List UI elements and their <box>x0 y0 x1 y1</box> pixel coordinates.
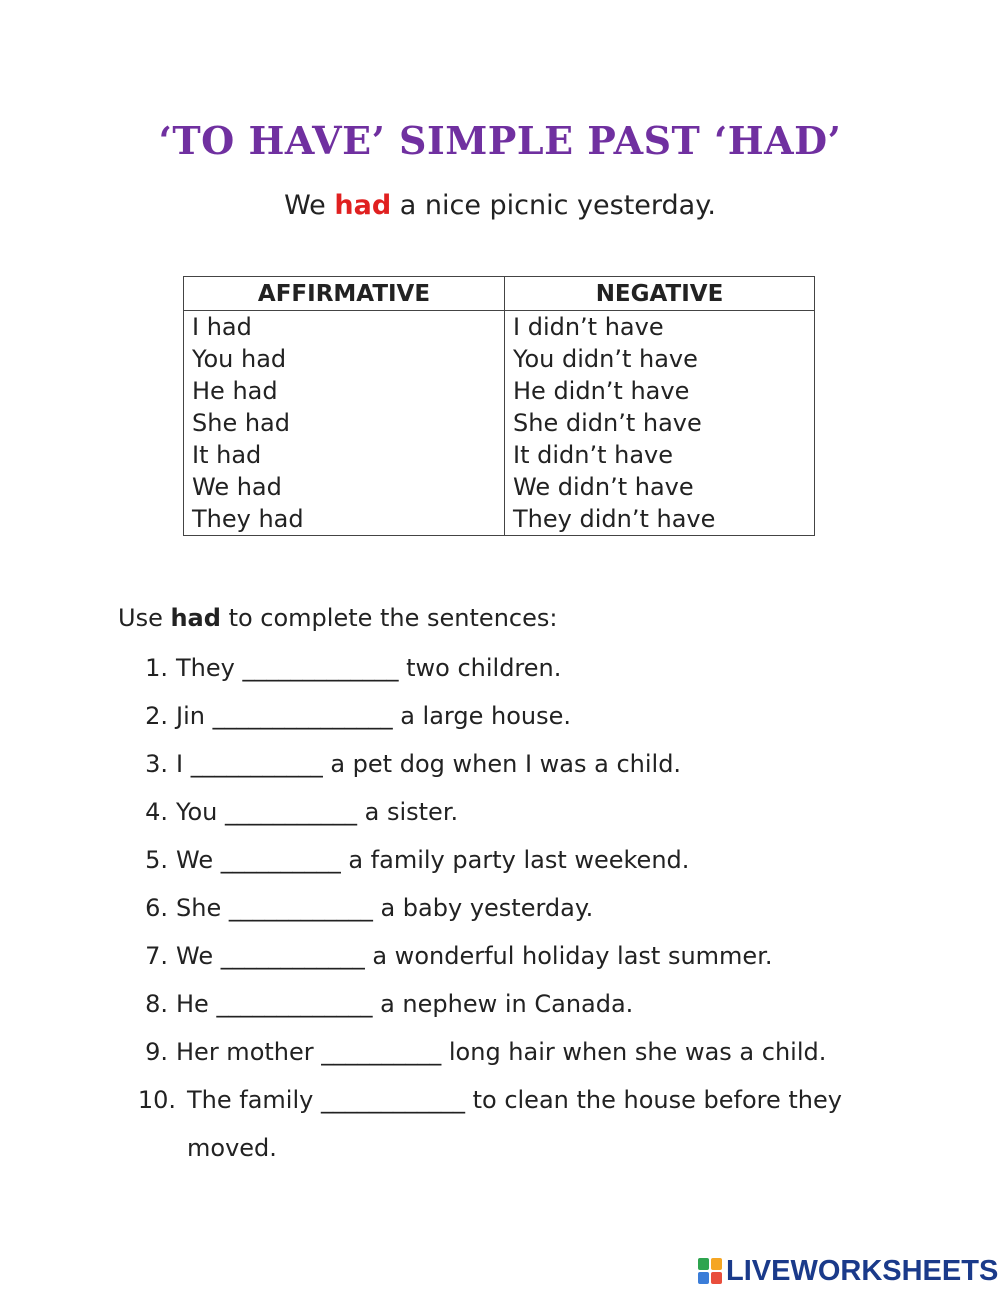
logo-square <box>711 1258 722 1270</box>
exercise-number: 8. <box>145 990 168 1018</box>
exercise-text: Jin _______________ a large house. <box>176 702 572 730</box>
exercise-text: The family ____________ to clean the house before they <box>187 1086 842 1114</box>
exercise-number: 3. <box>145 750 168 778</box>
conjugation-table <box>183 276 815 536</box>
exercise-number: 7. <box>145 942 168 970</box>
logo-mark-icon <box>698 1258 722 1284</box>
exercise-text: I ___________ a pet dog when I was a child. <box>176 750 682 778</box>
logo-square <box>698 1272 709 1284</box>
instruction-bold: had <box>170 604 221 632</box>
affirmative-item: I had <box>192 313 252 341</box>
exercise-text: He _____________ a nephew in Canada. <box>176 990 634 1018</box>
example-after: a nice picnic yesterday. <box>391 190 716 221</box>
exercise-text: She ____________ a baby yesterday. <box>176 894 594 922</box>
negative-column <box>505 311 815 536</box>
negative-item: They didn’t have <box>513 505 716 533</box>
negative-item: You didn’t have <box>513 345 698 373</box>
exercise-text: We ____________ a wonderful holiday last summer. <box>176 942 773 970</box>
exercise-number: 4. <box>145 798 168 826</box>
logo-square <box>698 1258 709 1270</box>
exercise-number: 9. <box>145 1038 168 1066</box>
exercise-text-continuation: moved. <box>187 1134 277 1162</box>
negative-item: She didn’t have <box>513 409 702 437</box>
affirmative-item: She had <box>192 409 290 437</box>
example-sentence <box>0 190 1000 221</box>
negative-item: It didn’t have <box>513 441 674 469</box>
logo-text: LIVEWORKSHEETS <box>726 1254 999 1287</box>
affirmative-item: They had <box>192 505 304 533</box>
page-title: ‘TO HAVE’ SIMPLE PAST ‘HAD’ <box>158 118 842 163</box>
liveworksheets-logo <box>698 1254 998 1288</box>
affirmative-item: You had <box>192 345 287 373</box>
negative-item: He didn’t have <box>513 377 690 405</box>
exercise-text: They _____________ two children. <box>176 654 562 682</box>
instruction-before: Use <box>118 604 171 632</box>
exercise-number: 5. <box>145 846 168 874</box>
instruction-after: to complete the sentences: <box>220 604 558 632</box>
exercise-number: 10. <box>137 1086 176 1114</box>
instruction <box>118 604 557 632</box>
affirmative-column <box>184 311 505 536</box>
exercise-number: 2. <box>145 702 168 730</box>
exercise-text: Her mother __________ long hair when she was a child. <box>176 1038 827 1066</box>
exercise-text: We __________ a family party last weekend. <box>176 846 690 874</box>
exercise-number: 1. <box>145 654 168 682</box>
exercise-number: 6. <box>145 894 168 922</box>
affirmative-item: It had <box>192 441 262 469</box>
header-affirmative: AFFIRMATIVE <box>184 277 505 311</box>
exercise-text: You ___________ a sister. <box>176 798 459 826</box>
example-highlight: had <box>334 190 392 221</box>
affirmative-item: We had <box>192 473 282 501</box>
negative-item: I didn’t have <box>513 313 664 341</box>
negative-item: We didn’t have <box>513 473 694 501</box>
logo-square <box>711 1272 722 1284</box>
example-before: We <box>284 190 335 221</box>
header-negative: NEGATIVE <box>505 277 815 311</box>
affirmative-item: He had <box>192 377 278 405</box>
